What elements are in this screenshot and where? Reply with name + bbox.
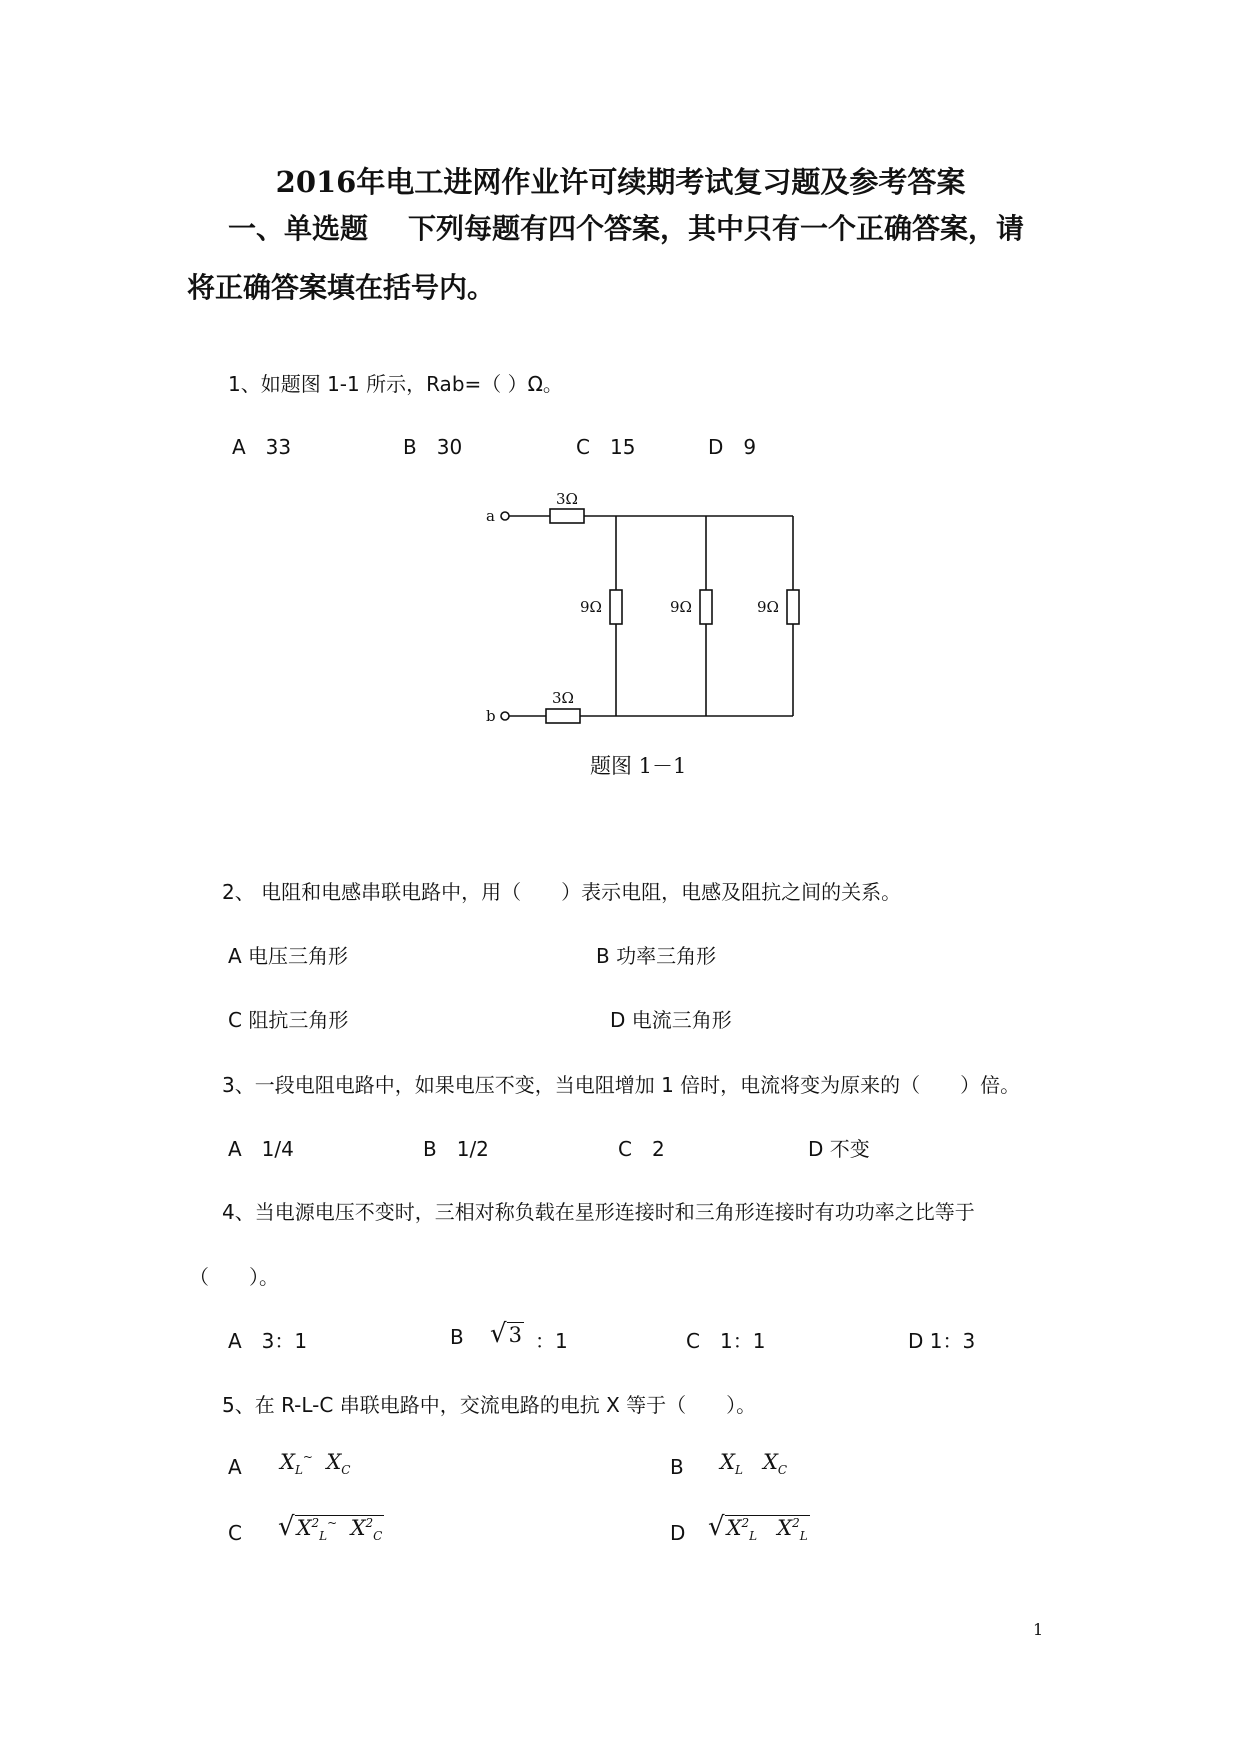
question-2-text: 2、 电阻和电感串联电路中，用（ ）表示电阻，电感及阻抗之间的关系。 xyxy=(222,880,902,904)
page-number: 1 xyxy=(1033,1620,1044,1639)
resistor-branch-1 xyxy=(610,590,622,624)
section-instruction-line2: 将正确答案填在括号内。 xyxy=(187,271,496,304)
question-5-text: 5、在 R-L-C 串联电路中，交流电路的电抗 X 等于（ ）。 xyxy=(222,1393,757,1417)
q4-option-b-letter: B xyxy=(450,1325,464,1349)
question-1-text: 1、如题图 1-1 所示，Rab=（ ）Ω。 xyxy=(228,372,563,396)
q3-option-b: B 1/2 xyxy=(423,1137,489,1161)
resistor-bottom-series xyxy=(546,709,580,723)
q4-option-b-ratio: ：1 xyxy=(535,1329,568,1353)
q2-option-b: B 功率三角形 xyxy=(596,944,717,968)
resistor-top-series xyxy=(550,509,584,523)
q5-option-d-formula: $√X^2_L$ $X^2_L$ xyxy=(708,1512,808,1544)
q5-option-c-letter: C xyxy=(228,1521,242,1545)
q4-option-b-sqrt xyxy=(490,1319,524,1349)
q1-option-b: B 30 xyxy=(403,435,463,459)
radical-sign-icon: √ xyxy=(708,1512,725,1542)
radical-sign-icon: √ xyxy=(278,1512,295,1542)
document-title: 2016年电工进网作业许可续期考试复习题及参考答案 xyxy=(275,165,966,199)
q2-option-d: D 电流三角形 xyxy=(610,1008,732,1032)
q5-option-b-letter: B xyxy=(670,1455,684,1479)
q2-option-a: A 电压三角形 xyxy=(228,944,349,968)
tilde-operator-icon: ~ xyxy=(327,1516,338,1530)
q1-option-a: A 33 xyxy=(232,435,292,459)
resistor-branch-2 xyxy=(700,590,712,624)
q3-option-d: D 不变 xyxy=(808,1137,870,1161)
q3-option-a: A 1/4 xyxy=(228,1137,294,1161)
q5-option-a-letter: A xyxy=(228,1455,242,1479)
terminal-a-node xyxy=(501,512,509,520)
question-3-text: 3、一段电阻电路中，如果电压不变，当电阻增加 1 倍时，电流将变为原来的（ ）倍。 xyxy=(222,1073,1021,1097)
terminal-b-label: b xyxy=(486,707,496,725)
q5-option-b-formula: $X_L$ $X_C$ xyxy=(720,1450,788,1478)
tilde-operator-icon: ~ xyxy=(302,1450,313,1464)
q1-option-d: D 9 xyxy=(708,435,757,459)
resistor-top-label: 3Ω xyxy=(556,490,578,508)
q4-option-c: C 1：1 xyxy=(686,1329,766,1353)
question-4-text-line1: 4、当电源电压不变时，三相对称负载在星形连接时和三角形连接时有功功率之比等于 xyxy=(222,1200,975,1224)
q4-option-b-radicand: 3 xyxy=(508,1323,522,1347)
q4-option-d: D 1：3 xyxy=(908,1329,976,1353)
q4-option-a: A 3：1 xyxy=(228,1329,308,1353)
terminal-b-node xyxy=(501,712,509,720)
section-heading: 一、单选题 xyxy=(228,212,369,245)
resistor-branch-3-label: 9Ω xyxy=(757,598,779,616)
q1-option-c: C 15 xyxy=(576,435,636,459)
q5-option-c-formula: $√X^2_L^\sim$ $X^2_C$ xyxy=(278,1512,383,1544)
section-instruction-line1: 下列每题有四个答案，其中只有一个正确答案，请 xyxy=(408,212,1025,245)
question-4-text-line2: （ ）。 xyxy=(189,1265,279,1289)
resistor-branch-3 xyxy=(787,590,799,624)
radical-sign-icon: √ xyxy=(490,1319,507,1349)
terminal-a-label: a xyxy=(486,507,495,525)
q5-option-d-letter: D xyxy=(670,1521,686,1545)
q2-option-c: C 阻抗三角形 xyxy=(228,1008,349,1032)
q3-option-c: C 2 xyxy=(618,1137,665,1161)
figure-caption: 题图 1－1 xyxy=(590,754,687,778)
resistor-branch-1-label: 9Ω xyxy=(580,598,602,616)
circuit-diagram-1-1 xyxy=(480,490,820,730)
resistor-branch-2-label: 9Ω xyxy=(670,598,692,616)
q5-option-a-formula: $X_L^\sim$ $X_C$ xyxy=(280,1450,351,1478)
resistor-bottom-label: 3Ω xyxy=(552,689,574,707)
